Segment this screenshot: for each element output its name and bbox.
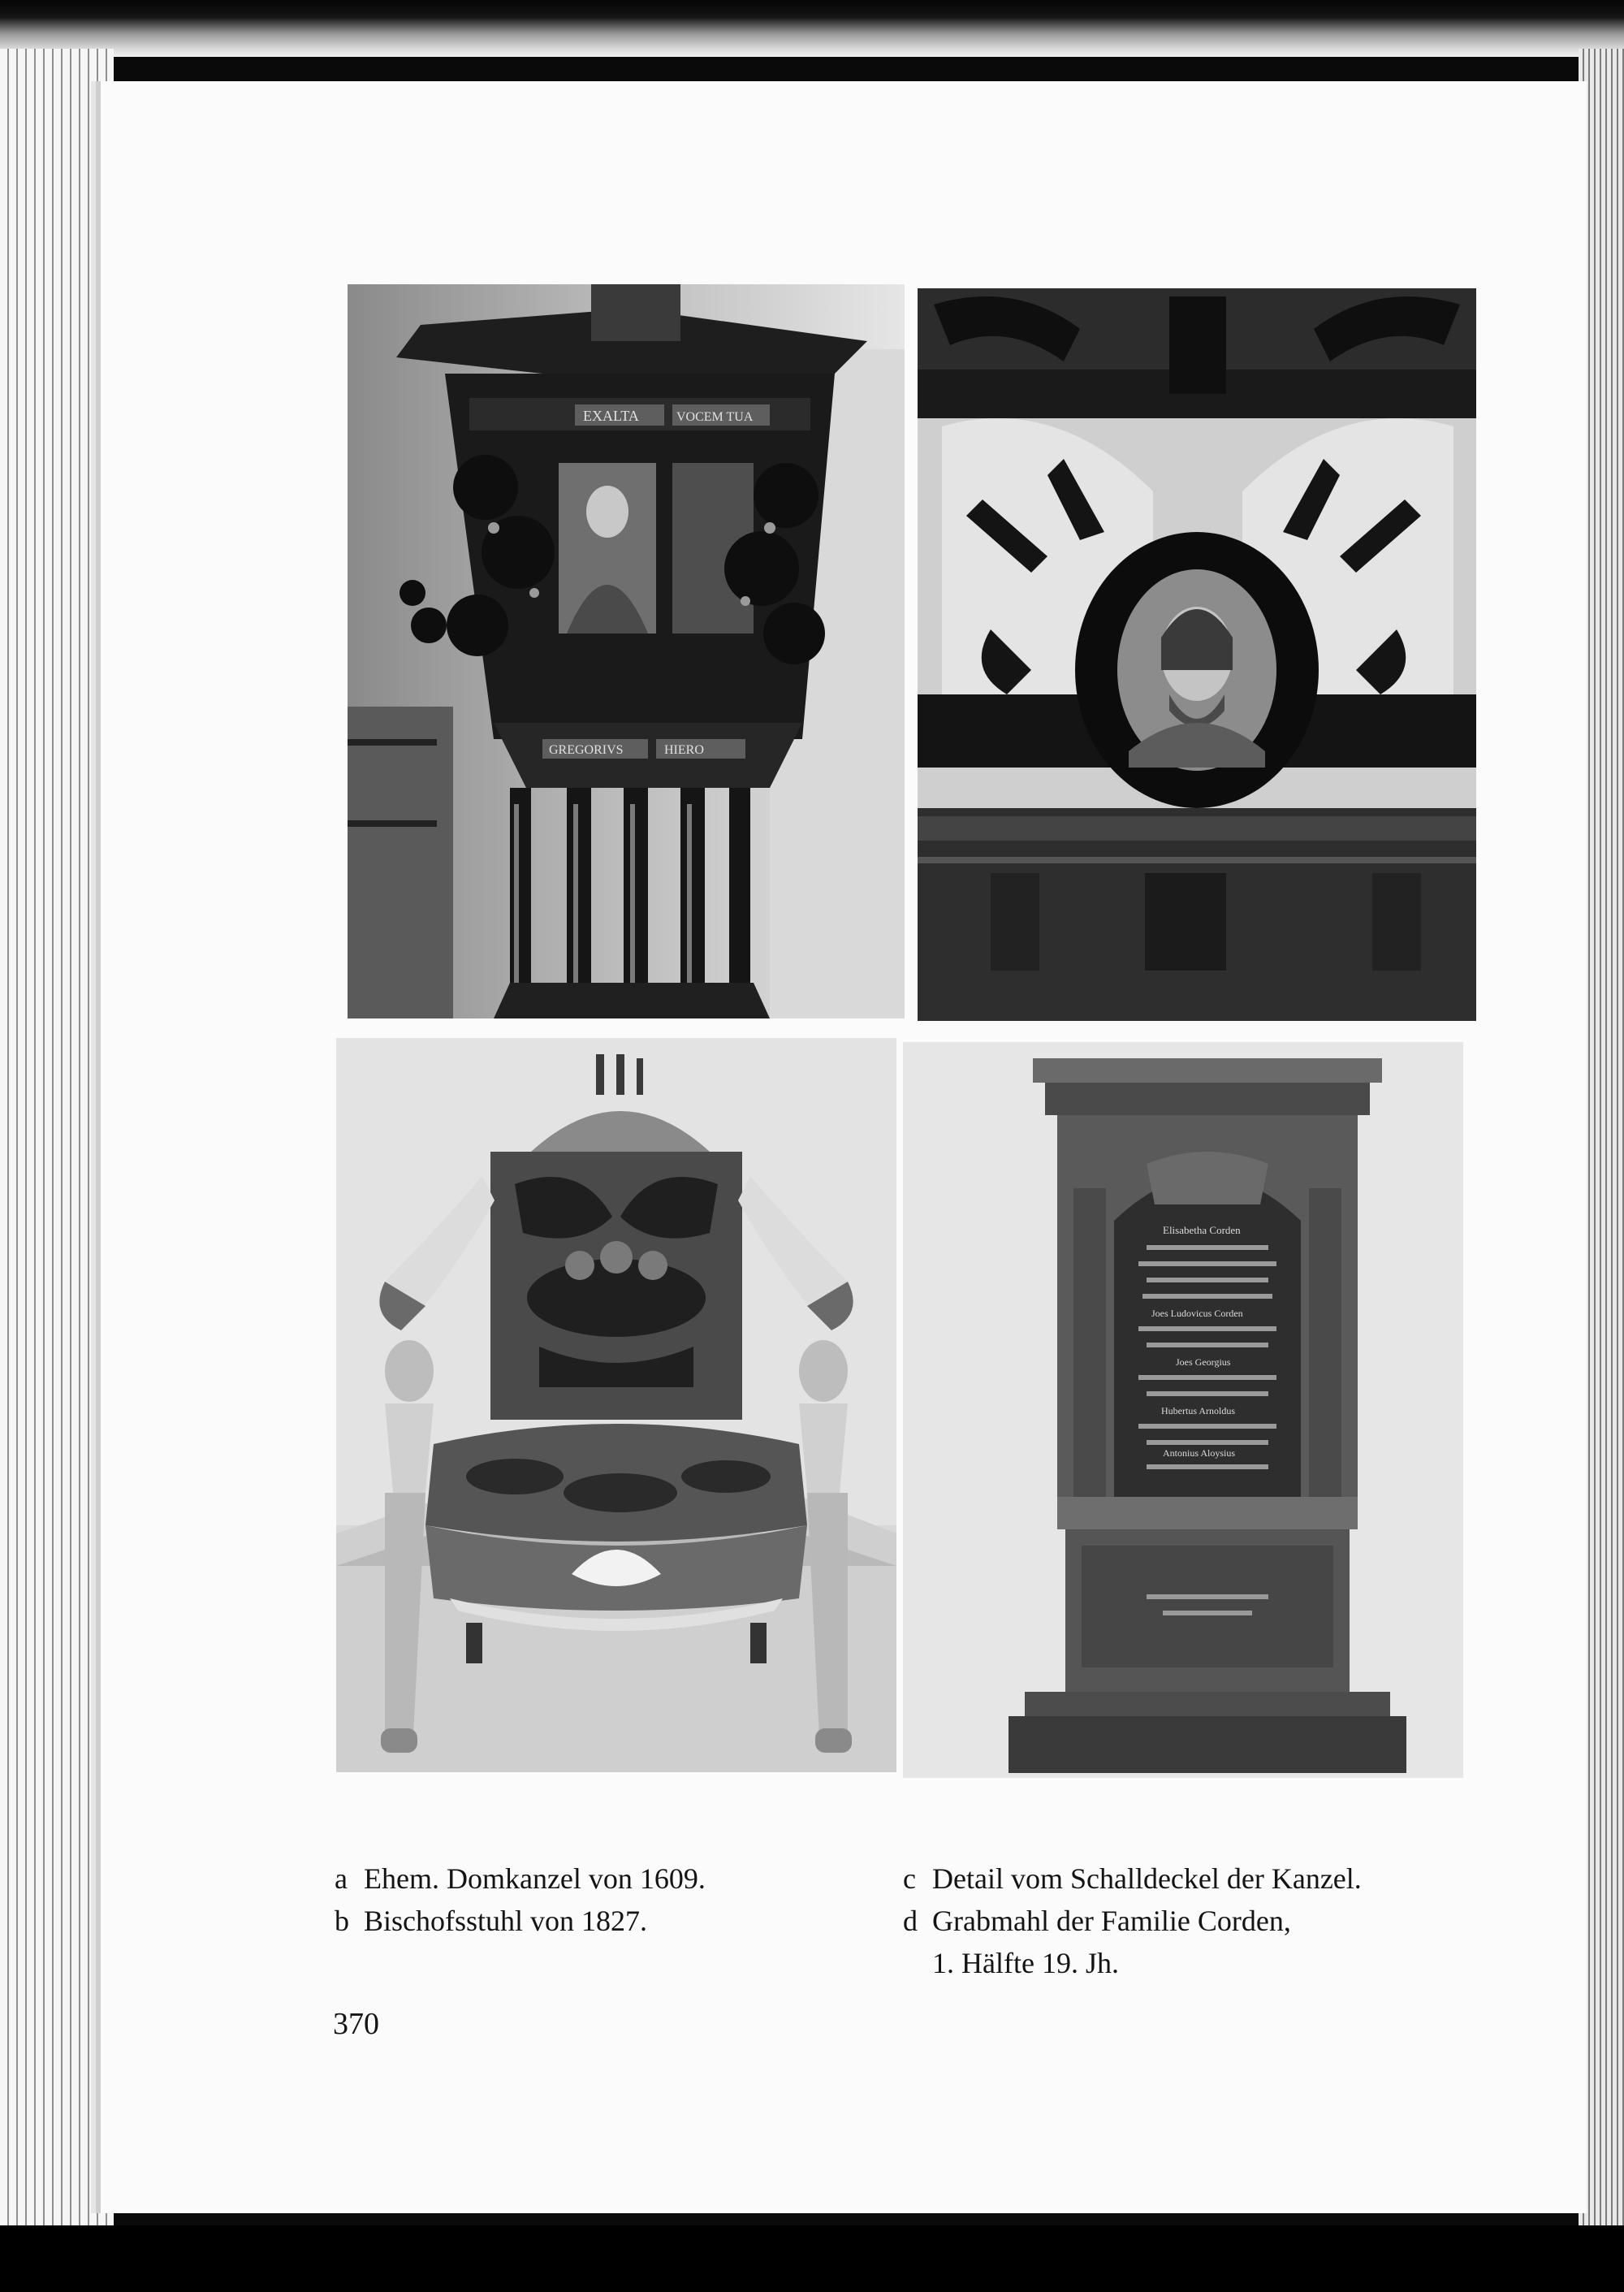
caption-letter: d bbox=[903, 1905, 918, 1937]
background-bottom bbox=[0, 2225, 1624, 2292]
captions-right bbox=[903, 1857, 1471, 1984]
caption-letter: b bbox=[335, 1905, 349, 1937]
caption-letter: c bbox=[903, 1862, 916, 1895]
caption-a bbox=[335, 1857, 838, 1900]
inscription-text: Joes Ludovicus Corden bbox=[1151, 1308, 1243, 1319]
photo-corden-tomb bbox=[903, 1042, 1463, 1778]
caption-text: Ehem. Domkanzel von 1609. bbox=[364, 1862, 706, 1895]
inscription-text: VOCEM TUA bbox=[676, 410, 754, 424]
inscription-text: EXALTA bbox=[583, 408, 639, 424]
caption-c bbox=[903, 1857, 1471, 1900]
caption-letter: a bbox=[335, 1862, 348, 1895]
photo-pulpit-detail bbox=[918, 288, 1476, 1021]
inscription-text: GREGORIVS bbox=[549, 743, 624, 757]
caption-b bbox=[335, 1900, 838, 1942]
captions-left bbox=[335, 1857, 838, 1942]
inscription-text: Elisabetha Corden bbox=[1163, 1224, 1241, 1236]
page-number: 370 bbox=[333, 2007, 379, 2041]
caption-text: Detail vom Schalldeckel der Kanzel. bbox=[932, 1862, 1362, 1895]
left-page-edges bbox=[0, 49, 114, 2230]
caption-text: Grabmahl der Familie Corden, 1. Hälfte 19. Jh. bbox=[932, 1905, 1291, 1979]
inscription-text: Hubertus Arnoldus bbox=[1161, 1405, 1235, 1416]
book-top-edge bbox=[0, 0, 1624, 57]
photo-pulpit bbox=[348, 284, 905, 1018]
inscription-text: Antonius Aloysius bbox=[1163, 1447, 1236, 1459]
caption-text: Bischofsstuhl von 1827. bbox=[364, 1905, 648, 1937]
inscription-text: Joes Georgius bbox=[1176, 1356, 1231, 1368]
photo-bishops-chair bbox=[336, 1038, 896, 1772]
caption-d bbox=[903, 1900, 1471, 1984]
inscription-text: HIERO bbox=[664, 743, 704, 757]
